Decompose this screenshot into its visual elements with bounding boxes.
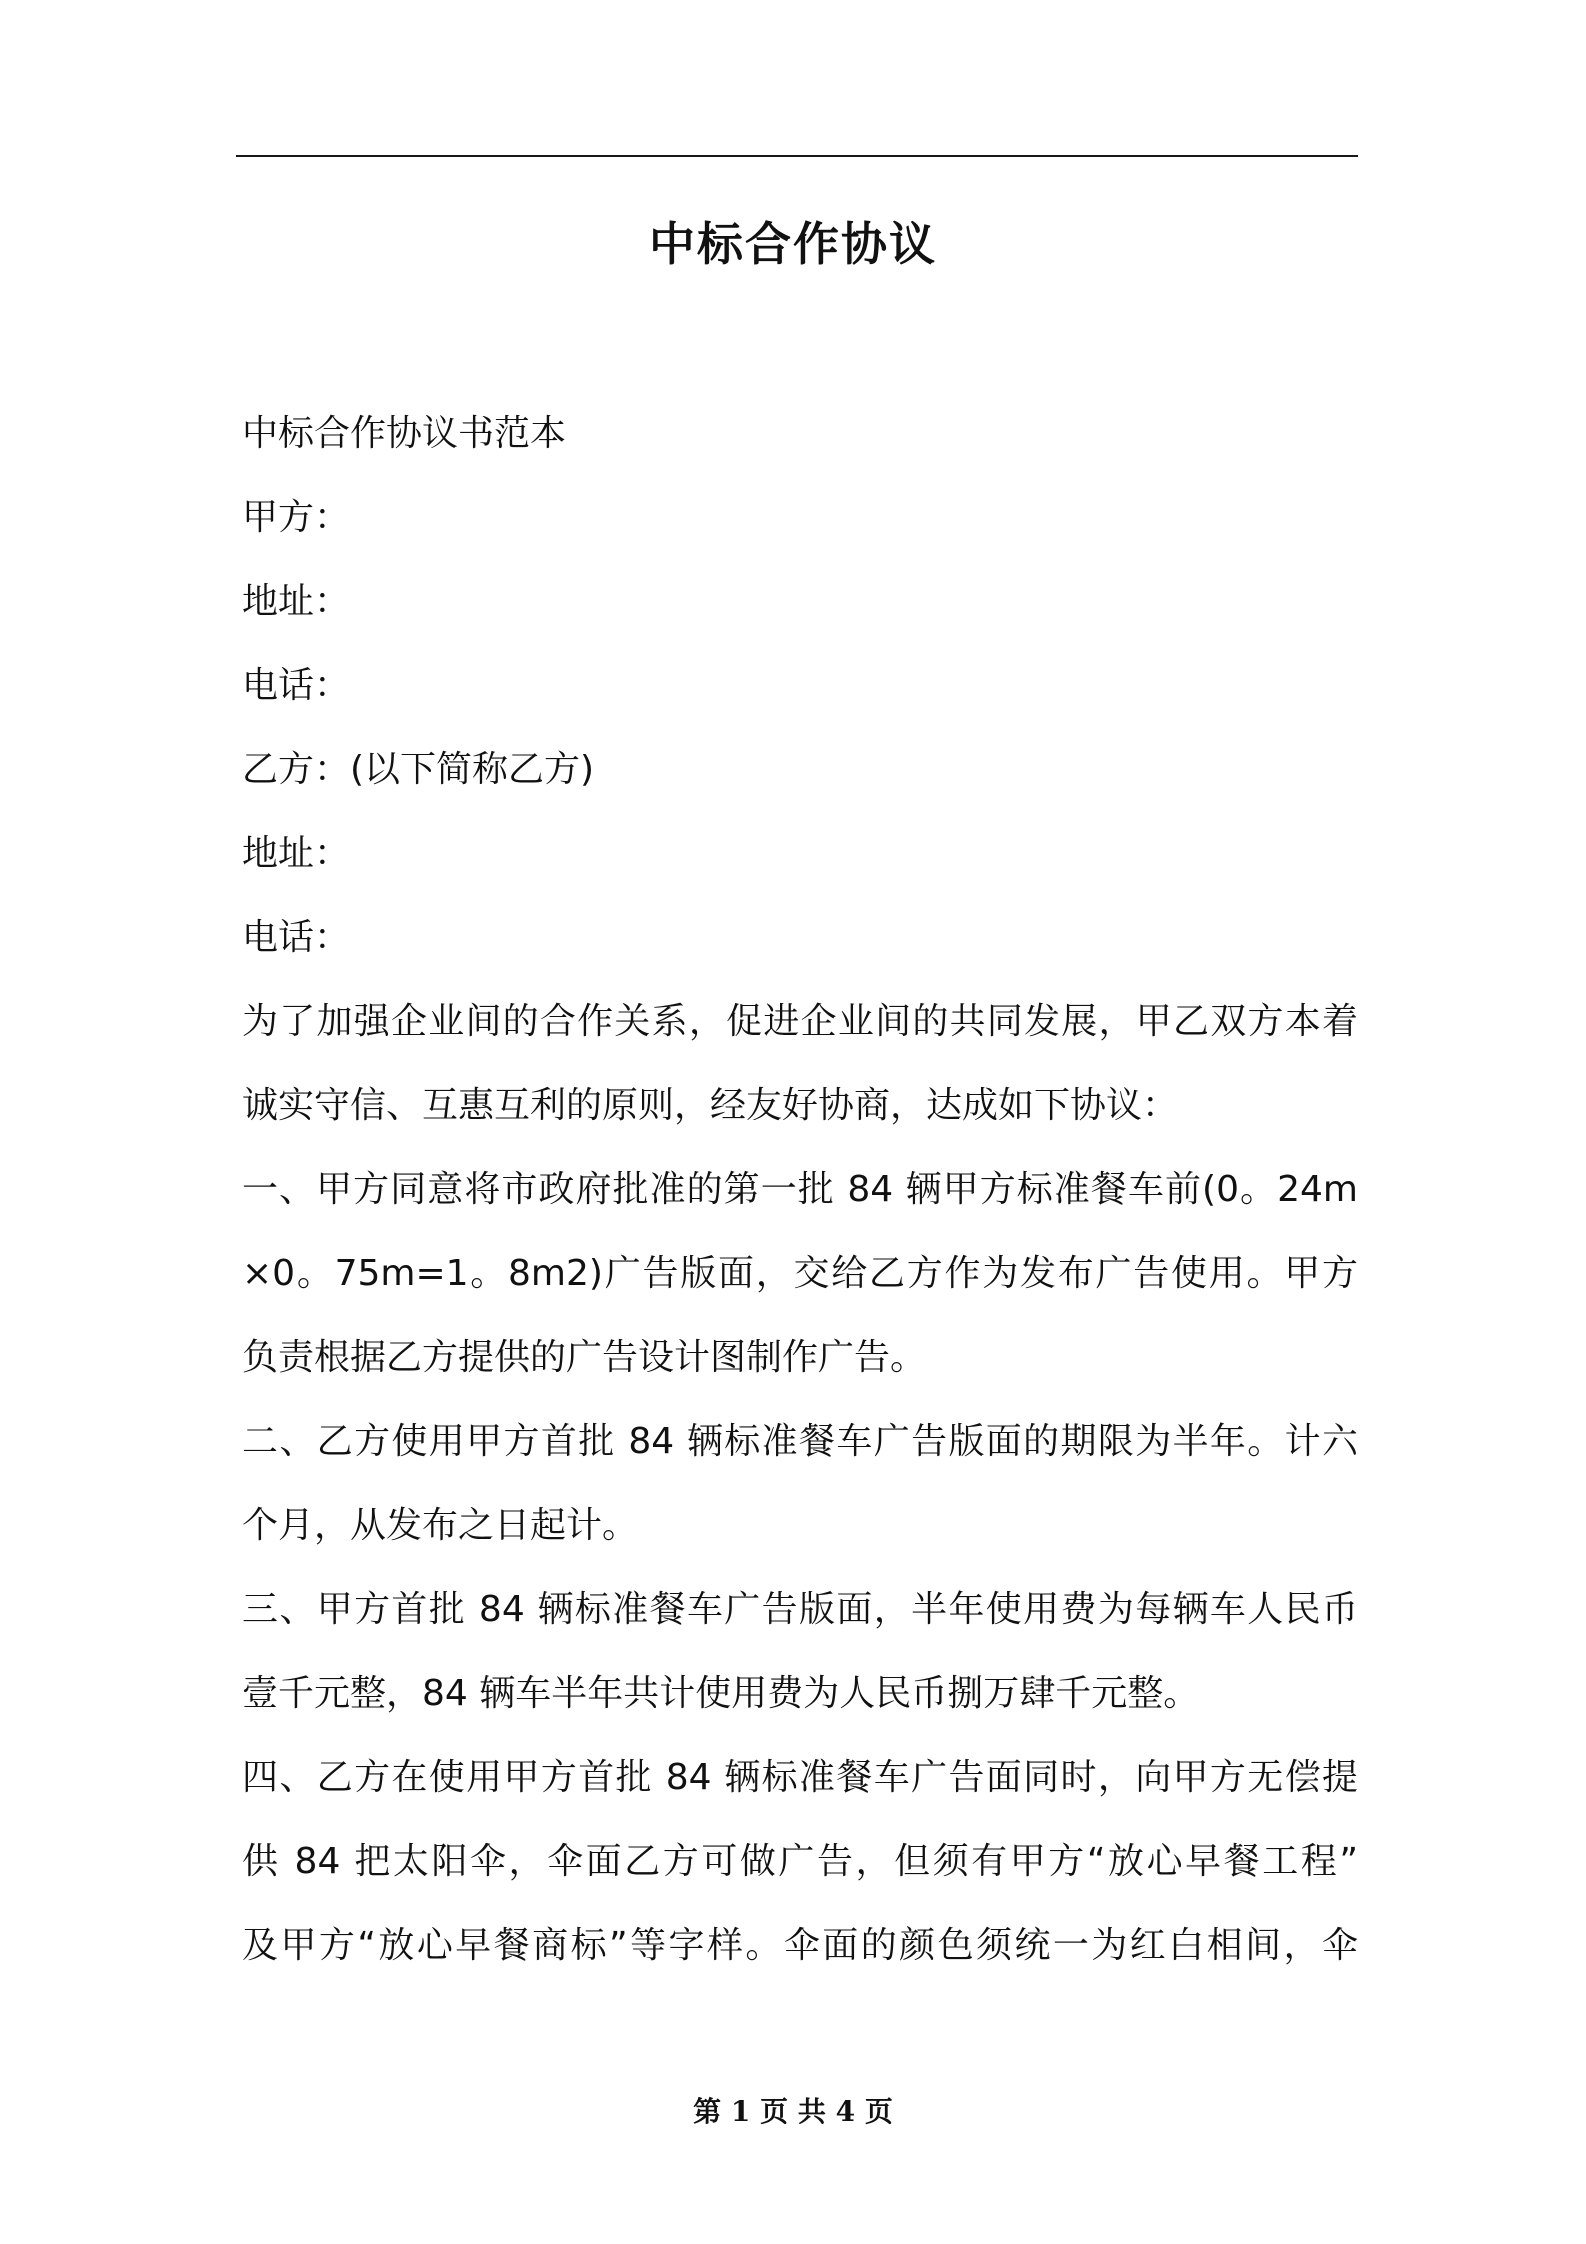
clause-line: 三、甲方首批 84 辆标准餐车广告版面，半年使用费为每辆车人民币 (242, 1589, 1358, 1630)
subtitle-line: 中标合作协议书范本 (242, 413, 567, 454)
clause-line: 四、乙方在使用甲方首批 84 辆标准餐车广告面同时，向甲方无偿提 (242, 1757, 1358, 1798)
party-a-label: 甲方： (242, 497, 351, 538)
header-rule (236, 155, 1358, 157)
paragraph-line: 为了加强企业间的合作关系，促进企业间的共同发展，甲乙双方本着 (242, 1001, 1358, 1042)
clause-line: 壹千元整，84 辆车半年共计使用费为人民币捌万肆千元整。 (242, 1673, 1200, 1714)
party-b-label: 乙方：(以下简称乙方) (242, 749, 595, 790)
clause-line: 及甲方“放心早餐商标”等字样。伞面的颜色须统一为红白相间，伞 (242, 1925, 1358, 1966)
footer-prefix: 第 (693, 2095, 722, 2128)
party-b-phone-label: 电话： (242, 917, 351, 958)
clause-line: 供 84 把太阳伞，伞面乙方可做广告，但须有甲方“放心早餐工程” (242, 1841, 1358, 1882)
paragraph-line: 诚实守信、互惠互利的原则，经友好协商，达成如下协议： (242, 1085, 1179, 1126)
party-a-phone-label: 电话： (242, 665, 351, 706)
clause-line: 个月，从发布之日起计。 (242, 1505, 639, 1546)
document-title: 中标合作协议 (649, 217, 937, 271)
footer-current-page: 1 (730, 2095, 751, 2128)
party-a-address-label: 地址： (242, 581, 351, 622)
clause-line: 负责根据乙方提供的广告设计图制作广告。 (242, 1337, 927, 1378)
clause-line: ×0。75m=1。8m2)广告版面，交给乙方作为发布广告使用。甲方 (242, 1253, 1358, 1294)
footer-suffix: 页 (864, 2095, 893, 2128)
clause-line: 一、甲方同意将市政府批准的第一批 84 辆甲方标准餐车前(0。24m (242, 1169, 1358, 1210)
party-b-address-label: 地址： (242, 833, 351, 874)
footer-middle: 页 共 (760, 2095, 826, 2128)
clause-line: 二、乙方使用甲方首批 84 辆标准餐车广告版面的期限为半年。计六 (242, 1421, 1358, 1462)
footer-total-pages: 4 (835, 2095, 856, 2128)
page-footer (0, 2092, 1586, 2132)
